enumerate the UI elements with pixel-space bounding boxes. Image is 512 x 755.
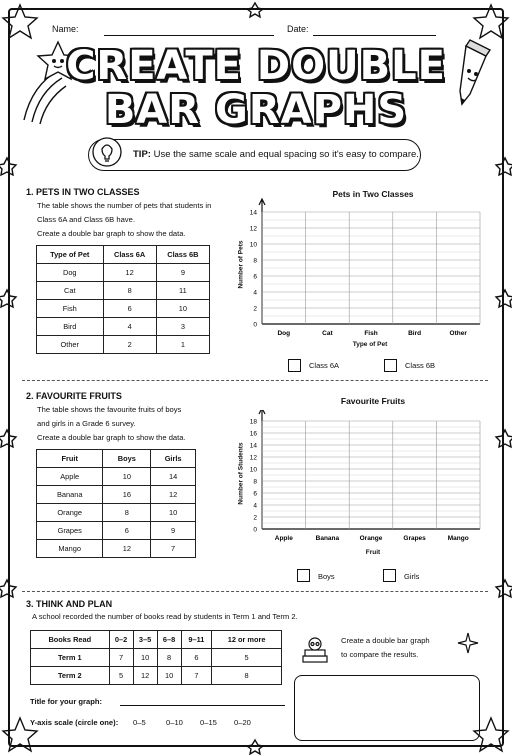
section2-text-line: Create a double bar graph to show the data. bbox=[37, 433, 186, 442]
star-icon bbox=[3, 5, 37, 38]
graph1-ylabel-wrap bbox=[235, 237, 247, 297]
tip-label: TIP: bbox=[133, 149, 151, 160]
graph2-ylabel-wrap bbox=[235, 442, 247, 506]
table-cell: 12 bbox=[133, 667, 157, 685]
legend-checkbox-class6a[interactable] bbox=[288, 359, 301, 372]
graph-title-field[interactable] bbox=[120, 705, 285, 706]
table-header: Fruit bbox=[37, 450, 103, 468]
graph2-title: Favourite Fruits bbox=[340, 396, 406, 406]
table-cell: Fish bbox=[37, 300, 104, 318]
table-cell: 6 bbox=[103, 300, 156, 318]
section2-heading: 2. FAVOURITE FRUITS bbox=[26, 391, 122, 401]
date-label: Date: bbox=[287, 24, 309, 34]
table-row bbox=[37, 486, 196, 504]
name-label: Name: bbox=[52, 24, 79, 34]
table-row bbox=[37, 540, 196, 558]
table-row bbox=[37, 282, 210, 300]
table-header: Class 6B bbox=[156, 246, 209, 264]
section3-heading: 3. THINK AND PLAN bbox=[26, 599, 113, 609]
pets-blank-graph[interactable] bbox=[232, 196, 484, 356]
table-cell: 10 bbox=[133, 649, 157, 667]
table-cell: Mango bbox=[37, 540, 103, 558]
graph2-ytick-label: 16 bbox=[249, 430, 257, 438]
table-cell: 1 bbox=[156, 336, 209, 354]
pencil-mascot-icon bbox=[448, 38, 500, 110]
legend-label-class6b: Class 6B bbox=[405, 361, 436, 370]
table-cell: Bird bbox=[37, 318, 104, 336]
page-title-line1: CREATE DOUBLE bbox=[66, 43, 446, 89]
section1-text bbox=[37, 199, 211, 241]
date-field[interactable] bbox=[313, 35, 436, 36]
table-header: Type of Pet bbox=[37, 246, 104, 264]
table-cell: 11 bbox=[156, 282, 209, 300]
table-header: Girls bbox=[151, 450, 196, 468]
table-cell: 7 bbox=[151, 540, 196, 558]
table-cell: 3 bbox=[156, 318, 209, 336]
graph1-ytick-label: 14 bbox=[249, 209, 257, 217]
legend-checkbox-class6b[interactable] bbox=[384, 359, 397, 372]
page-title-line2: BAR GRAPHS bbox=[104, 87, 408, 133]
graph1-ylabel: Number of Pets bbox=[237, 240, 245, 289]
table-cell: Cat bbox=[37, 282, 104, 300]
table-cell: 6 bbox=[181, 649, 212, 667]
section-divider bbox=[22, 591, 488, 592]
legend-checkbox-boys[interactable] bbox=[297, 569, 310, 582]
graph1-ytick-label: 2 bbox=[253, 305, 257, 313]
table-header: 12 or more bbox=[212, 631, 282, 649]
graph2-category-label: Banana bbox=[315, 535, 340, 542]
graph1-ytick-label: 8 bbox=[253, 257, 257, 265]
table-cell: Other bbox=[37, 336, 104, 354]
table-cell: 10 bbox=[103, 468, 151, 486]
table-cell: Grapes bbox=[37, 522, 103, 540]
legend-label-girls: Girls bbox=[404, 572, 420, 581]
graph2-ytick-label: 2 bbox=[253, 514, 257, 522]
graph2-xlabel: Fruit bbox=[365, 549, 381, 556]
section-divider bbox=[22, 380, 488, 381]
table-cell: Term 1 bbox=[31, 649, 110, 667]
table-cell: Apple bbox=[37, 468, 103, 486]
table-cell: 7 bbox=[109, 649, 133, 667]
graph2-ytick-label: 10 bbox=[249, 466, 257, 474]
star-icon bbox=[474, 5, 508, 38]
pets-table bbox=[36, 245, 210, 354]
yaxis-option[interactable]: 0–10 bbox=[166, 718, 183, 727]
section3-prompt bbox=[341, 634, 430, 662]
graph2-ytick-label: 12 bbox=[249, 454, 257, 462]
graph2-ytick-label: 6 bbox=[253, 490, 257, 498]
name-field[interactable] bbox=[104, 35, 274, 36]
graph2-ytick-label: 14 bbox=[249, 442, 257, 450]
table-cell: 8 bbox=[103, 282, 156, 300]
graph1-category-label: Dog bbox=[277, 330, 291, 337]
table-cell: 9 bbox=[156, 264, 209, 282]
graph1-ytick-label: 10 bbox=[249, 241, 257, 249]
table-cell: Term 2 bbox=[31, 667, 110, 685]
graph2-ytick-label: 18 bbox=[249, 418, 257, 426]
graph1-category-label: Cat bbox=[322, 330, 333, 337]
prompt-line: to compare the results. bbox=[341, 650, 419, 659]
section2-text bbox=[37, 403, 186, 445]
graph2-category-label: Orange bbox=[359, 535, 383, 542]
table-row bbox=[37, 318, 210, 336]
graph2-category-label: Grapes bbox=[403, 535, 426, 542]
table-header: 9–11 bbox=[181, 631, 212, 649]
section2-text-line: and girls in a Grade 6 survey. bbox=[37, 419, 136, 428]
section1-heading: 1. PETS IN TWO CLASSES bbox=[26, 187, 140, 197]
books-table bbox=[30, 630, 282, 685]
table-cell: 10 bbox=[151, 504, 196, 522]
graph1-ytick-label: 0 bbox=[253, 321, 257, 329]
graph2-ytick-label: 8 bbox=[253, 478, 257, 486]
table-header: Class 6A bbox=[103, 246, 156, 264]
table-cell: Banana bbox=[37, 486, 103, 504]
graph1-ytick-label: 12 bbox=[249, 225, 257, 233]
section3-text: A school recorded the number of books read by students in Term 1 and Term 2. bbox=[32, 612, 298, 621]
section1-text-line: The table shows the number of pets that students in bbox=[37, 201, 212, 210]
table-cell: 8 bbox=[103, 504, 151, 522]
graph2-category-label: Mango bbox=[447, 535, 469, 542]
table-cell: 8 bbox=[157, 649, 181, 667]
table-cell: 12 bbox=[103, 540, 151, 558]
yaxis-option[interactable]: 0–5 bbox=[133, 718, 146, 727]
tip-text bbox=[133, 149, 419, 160]
graph1-category-label: Fish bbox=[364, 330, 378, 337]
table-cell: 12 bbox=[103, 264, 156, 282]
graph1-xlabel: Type of Pet bbox=[352, 341, 388, 348]
table-header: 0–2 bbox=[109, 631, 133, 649]
table-cell: 10 bbox=[157, 667, 181, 685]
legend-label-boys: Boys bbox=[318, 572, 335, 581]
graph1-ytick-label: 6 bbox=[253, 273, 257, 281]
table-cell: 12 bbox=[151, 486, 196, 504]
table-cell: 14 bbox=[151, 468, 196, 486]
table-cell: 7 bbox=[181, 667, 212, 685]
table-cell: 9 bbox=[151, 522, 196, 540]
yaxis-option[interactable]: 0–20 bbox=[234, 718, 251, 727]
table-cell: 5 bbox=[212, 649, 282, 667]
graph1-title: Pets in Two Classes bbox=[332, 189, 414, 199]
legend-label-class6a: Class 6A bbox=[309, 361, 340, 370]
graph2-ytick-label: 0 bbox=[253, 526, 257, 534]
table-header: 3–5 bbox=[133, 631, 157, 649]
fruits-blank-graph[interactable] bbox=[232, 410, 484, 550]
table-header: Boys bbox=[103, 450, 151, 468]
table-cell: Dog bbox=[37, 264, 104, 282]
graph1-category-label: Bird bbox=[408, 330, 422, 337]
graph2-ylabel: Number of Students bbox=[237, 442, 245, 505]
graph-drawing-box[interactable] bbox=[294, 675, 480, 741]
legend-checkbox-girls[interactable] bbox=[383, 569, 396, 582]
yaxis-option[interactable]: 0–15 bbox=[200, 718, 217, 727]
graph1-ytick-label: 4 bbox=[253, 289, 257, 297]
table-cell: 4 bbox=[103, 318, 156, 336]
table-row bbox=[37, 336, 210, 354]
table-row bbox=[37, 264, 210, 282]
table-row bbox=[31, 649, 282, 667]
graph2-category-label: Apple bbox=[274, 535, 293, 542]
table-cell: 6 bbox=[103, 522, 151, 540]
tip-content: Use the same scale and equal spacing so it's easy to compare. bbox=[153, 149, 419, 160]
lightbulb-icon bbox=[90, 133, 124, 171]
table-row bbox=[31, 667, 282, 685]
sparkle-icon bbox=[455, 630, 481, 656]
graph-title-label: Title for your graph: bbox=[30, 697, 103, 706]
table-cell: Orange bbox=[37, 504, 103, 522]
section1-text-line: Create a double bar graph to show the data. bbox=[37, 229, 186, 238]
table-row bbox=[37, 468, 196, 486]
graph2-ytick-label: 4 bbox=[253, 502, 257, 510]
table-header: Books Read bbox=[31, 631, 110, 649]
fruits-table bbox=[36, 449, 196, 558]
yaxis-scale-label: Y-axis scale (circle one): bbox=[30, 718, 119, 727]
table-cell: 2 bbox=[103, 336, 156, 354]
graph1-category-label: Other bbox=[449, 330, 467, 337]
table-row bbox=[37, 522, 196, 540]
table-cell: 16 bbox=[103, 486, 151, 504]
section2-text-line: The table shows the favourite fruits of boys bbox=[37, 405, 182, 414]
prompt-line: Create a double bar graph bbox=[341, 636, 430, 645]
table-row bbox=[37, 504, 196, 522]
table-header: 6–8 bbox=[157, 631, 181, 649]
books-mascot-icon bbox=[300, 636, 330, 668]
table-cell: 8 bbox=[212, 667, 282, 685]
table-row bbox=[37, 300, 210, 318]
section1-text-line: Class 6A and Class 6B have. bbox=[37, 215, 135, 224]
table-cell: 5 bbox=[109, 667, 133, 685]
table-cell: 10 bbox=[156, 300, 209, 318]
